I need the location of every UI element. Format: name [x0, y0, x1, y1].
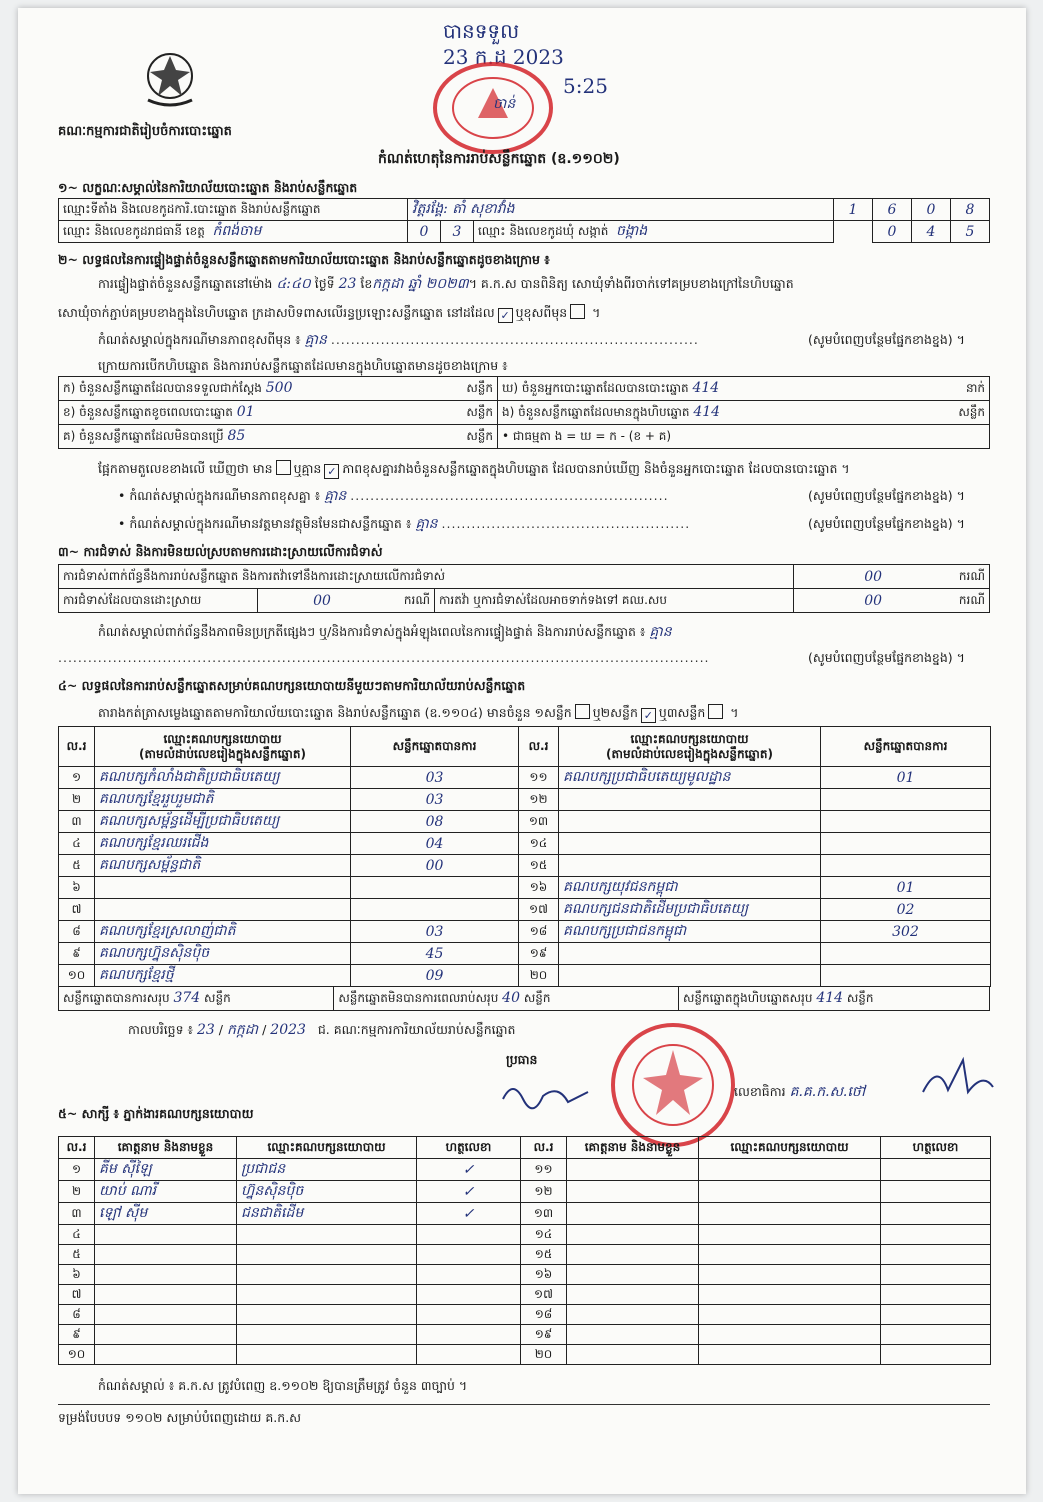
verification-line: ការផ្ទៀងផ្ទាត់ចំនួនសន្លឹកឆ្នោតនៅម៉ោង ៤:៤០ ថ្ងៃទី 23 ខែកក្កដា ឆ្នាំ ២០២៣។ គ.ក.ស បានពិនិត្យ សោឃុំទាំងពីរចាក់ទៅគម្របខាងក្រៅនៃហិបឆ្នោត: [98, 276, 794, 292]
commission-label: គណៈកម្មការជាតិរៀបចំការបោះឆ្នោត: [58, 124, 232, 139]
party-votes: [821, 833, 991, 855]
results-table: ល.រ ឈ្មោះគណបក្សនយោបាយ (តាមលំដាប់លេខរៀងក្នុងសន្លឹកឆ្នោត) សន្លឹកឆ្នោតបានការ ល.រ ឈ្មោះគណបក្សនយោបាយ (តាមលំដាប់លេខរៀងក្នុងសន្លឹកឆ្នោត) សន្លឹកឆ្នោតបានការ ១ គណបក្សកំលាំងជាតិប្រជាធិបតេយ្យ 03 ១១ គណបក្សប្រជាធិបតេយ្យមូលដ្ឋាន 01 ២ គណបក្សខ្មែររួបរួមជាតិ 03 ១២ ៣ គណបក្សសម្ព័ន្ធដើម្បីប្រជាធិបតេយ្យ 08 ១៣ ៤ គណបក្សខ្មែរឈរ​ជើង 04 ១៤ ៥ គណបក្សសម្ព័ន្ធជាតិ 00 ១៥ ៦ ១៦ គណបក្សយុវជនកម្ពុជា 01 ៧ ១៧ គណបក្សជនជាតិដើមប្រជាធិបតេយ្យ 02 ៨ គណបក្សខ្មែរស្រលាញ់ជាតិ 03 ១៨ គណបក្សប្រជាជនកម្ពុជា 302 ៩ គណបក្សហ្វ៊ុនស៊ិនប៉ិច 45 ១៩ ១០ គណបក្សខ្មែរថ្មី 09 ២០: [58, 726, 991, 987]
unchanged-checkbox[interactable]: ✓: [498, 308, 513, 323]
irregularity-note: កំណត់សម្គាល់ពាក់ព័ន្ធនឹងភាពមិនប្រក្រតីផ្សេងៗ ឬ/និងការជំទាស់ក្នុងអំឡុងពេលនៃការផ្ទៀងផ្ទាត់ និងការរាប់សន្លឹកឆ្នោត ៖ គ្មាន: [98, 624, 672, 640]
two-sheet-checkbox[interactable]: ✓: [641, 708, 656, 723]
table-row: ៤ ១៤: [59, 1225, 991, 1245]
party-name: គណបក្សយុវជនកម្ពុជា: [559, 877, 821, 899]
table-row: ៥ ១៥: [59, 1245, 991, 1265]
party-name: គណបក្សសម្ព័ន្ធដើម្បីប្រជាធិបតេយ្យ: [95, 811, 351, 833]
count-formula: • ជាធម្មតា ង = ឃ = ក - (ខ + គ): [498, 425, 990, 449]
table-row: ២ យាប់ ណារី ហ្វ៊ុនស៊ិនប៉ិច ✓ ១២: [59, 1181, 991, 1203]
received-date: 23 ក.ដ 2023: [443, 45, 564, 69]
table-row: ៦ ១៦ គណបក្សយុវជនកម្ពុជា 01: [59, 877, 991, 899]
section1-heading: ១~ លក្ខណៈសម្គាល់នៃការិយាល័យបោះឆ្នោត និងរាប់សន្លឹកឆ្នោត: [58, 180, 358, 195]
witness-name: ឡៅ ស៊ីម: [95, 1203, 237, 1225]
witness-sign: ✓: [417, 1181, 521, 1203]
resolved-value: 00: [258, 589, 387, 613]
fake-note: • កំណត់សម្គាល់ក្នុងករណីមានវត្តមានវត្ថុមិនមែនជាសន្លឹកឆ្នោត ៖ គ្មាន ..................................................: [118, 516, 691, 532]
party-votes: [351, 899, 519, 921]
party-name: [95, 877, 351, 899]
location-label: ឈ្មោះទីតាំង និងលេខកូដការិ.បោះឆ្នោត និងរាប់សន្លឹកឆ្នោត: [59, 199, 408, 221]
table-row: ១០ ២០: [59, 1345, 991, 1365]
party-votes: 04: [351, 833, 519, 855]
party-name: [559, 811, 821, 833]
seal-line: សោឃុំចាក់ភ្ជាប់គម្របខាងក្នុងនៃហិបឆ្នោត ក្រដាសបិទពាសលើរន្ធប្រឡោះសន្លឹកឆ្នោត នៅដដែល ✓ ឬខុសពីមុន ។: [58, 305, 601, 322]
form-footer: ទម្រង់បែបបទ ១១០២ សម្រាប់បំពេញដោយ គ.ក.ស: [58, 1410, 302, 1425]
section5-heading: ៥~ សាក្សី ៖ ភ្នាក់ងារគណបក្សនយោបាយ: [58, 1106, 254, 1121]
count-spoiled: ខ) ចំនួនសន្លឹកឆ្នោតខូចពេលបោះឆ្នោត 01 សន្លឹក: [59, 401, 498, 425]
party-votes: [821, 943, 991, 965]
commune-code-digit: 5: [951, 221, 990, 243]
change-note: កំណត់សម្គាល់ក្នុងករណីមានភាពខុសពីមុន ៖ គ្មាន ..........................................................................: [98, 332, 699, 348]
nec-emblem-icon: [138, 48, 202, 110]
table-row: ៤ គណបក្សខ្មែរឈរ​ជើង 04 ១៤: [59, 833, 991, 855]
province-code-digit: 0: [408, 221, 441, 243]
party-votes: 02: [821, 899, 991, 921]
secretary-line: លេខាធិការ គ.គ.ក.ស.ថៅ: [734, 1084, 866, 1100]
no-diff-checkbox[interactable]: ✓: [324, 464, 339, 479]
code-digit: 8: [951, 199, 990, 221]
commune-label: ឈ្មោះ និងលេខកូដឃុំ សង្កាត់ ចង្កាង: [474, 221, 834, 243]
province-value: កំពង់ចាម: [212, 223, 262, 239]
witness-party: ជនជាតិដើម: [237, 1203, 417, 1225]
witness-party: ហ្វ៊ុនស៊ិនប៉ិច: [237, 1181, 417, 1203]
witness-sign: ✓: [417, 1203, 521, 1225]
escalated-label: ការតវ៉ា ឬការជំទាស់ដែលអាចទាក់ទងទៅ គឈ.សប: [435, 589, 794, 613]
count-voters: ឃ) ចំនួនអ្នកបោះឆ្នោតដែលបានបោះឆ្នោត 414 នាក់: [498, 377, 990, 401]
table-row: ៧ ១៧ គណបក្សជនជាតិដើមប្រជាធិបតេយ្យ 02: [59, 899, 991, 921]
party-votes: 01: [821, 767, 991, 789]
witness-name: គីម ស៊ីឡៃ: [95, 1159, 237, 1181]
total-in-box: សន្លឹកឆ្នោតក្នុងហិបឆ្នោតសរុប 414 សន្លឹក: [678, 987, 989, 1011]
commune-value: ចង្កាង: [616, 223, 648, 239]
party-name: គណបក្សខ្មែរឈរ​ជើង: [95, 833, 351, 855]
party-name: គណបក្សហ្វ៊ុនស៊ិនប៉ិច: [95, 943, 351, 965]
received-time: 5:25: [563, 74, 608, 98]
witness-name: យាប់ ណារី: [95, 1181, 237, 1203]
party-votes: [821, 811, 991, 833]
party-name: គណបក្សជនជាតិដើមប្រជាធិបតេយ្យ: [559, 899, 821, 921]
complaints-value: 00: [794, 565, 953, 589]
table-row: ៩ ១៩: [59, 1325, 991, 1345]
fill-hint: (សូមបំពេញបន្ថែមផ្នែកខាងខ្នង) ។: [808, 488, 965, 503]
three-sheet-checkbox[interactable]: [708, 704, 723, 719]
section1-table: [58, 198, 990, 243]
witness-table: ល.រ គោត្តនាម និងនាមខ្លួន ឈ្មោះគណបក្សនយោបាយ ហត្ថលេខា ល.រ គោត្តនាម និងនាមខ្លួន ឈ្មោះគណបក្សនយោបាយ ហត្ថលេខា ១ គីម ស៊ីឡៃ ប្រជាជន ✓ ១១ ២ យាប់ ណារី ហ្វ៊ុនស៊ិនប៉ិច ✓ ១២ ៣ ឡៅ ស៊ីម ជនជាតិដើម ✓ ១៣ ៤ ១៤ ៥ ១៥ ៦ ១៦ ៧ ១៧ ៨ ១៨ ៩ ១៩ ១០ ២០: [58, 1136, 991, 1365]
party-votes: [821, 855, 991, 877]
party-votes: 45: [351, 943, 519, 965]
province-code-digit: 3: [441, 221, 474, 243]
party-votes: 03: [351, 921, 519, 943]
table-row: ៧ ១៧: [59, 1285, 991, 1305]
party-name: គណបក្សខ្មែររួបរួមជាតិ: [95, 789, 351, 811]
code-digit: 6: [873, 199, 912, 221]
total-invalid: សន្លឹកឆ្នោតមិនបានការពេលរាប់សរុប 40 សន្លឹក: [334, 987, 679, 1011]
party-name: [559, 855, 821, 877]
party-name: គណបក្សខ្មែរថ្មី: [95, 965, 351, 987]
table-row: ១ គណបក្សកំលាំងជាតិប្រជាធិបតេយ្យ 03 ១១ គណបក្សប្រជាធិបតេយ្យមូលដ្ឋាន 01: [59, 767, 991, 789]
table-row: ៣ គណបក្សសម្ព័ន្ធដើម្បីប្រជាធិបតេយ្យ 08 ១៣: [59, 811, 991, 833]
page-title: កំណត់ហេតុនៃការរាប់សន្លឹកឆ្នោត (ឧ.១១០២): [378, 151, 620, 167]
commune-code-digit: 0: [873, 221, 912, 243]
section3-heading: ៣~ ការជំទាស់ និងការមិនយល់ស្របតាមការដោះស្រាយលើការជំទាស់: [58, 544, 383, 559]
document-page: គណៈកម្មការជាតិរៀបចំការបោះឆ្នោត បានទទួល 23 ក.ដ 2023 5:25 ចាន់ កំណត់ហេតុនៃការរាប់សន្លឹកឆ្នោត (ឧ.១១០២) ១~ លក្ខណៈសម្គាល់នៃការិយាល័យបោះឆ្នោត និងរាប់សន្លឹកឆ្នោត ឈ្មោះទីតាំង និងលេខកូដការិ.បោះឆ្នោត និងរាប់សន្លឹកឆ្នោត វិត្តរង្គែ: តាំ សុខាវាំង 1 6 0 8 ឈ្មោះ និងលេខកូដរាជធានី ខេត្ត កំពង់ចាម 0 3 ឈ្មោះ និងលេខកូដឃុំ សង្កាត់ ចង្កាង 0 4 5 ២~ លទ្ធផលនៃការផ្ទៀងផ្ទាត់ចំនួនសន្លឹកឆ្នោតតាមការិយាល័យបោះឆ្នោត និងរាប់សន្លឹកឆ្នោតដូចខាងក្រោម ៖ ការផ្ទៀងផ្ទាត់ចំនួនសន្លឹកឆ្នោតនៅម៉ោង ៤:៤០ ថ្ងៃទី 23 ខែកក្កដា ឆ្នាំ ២០២៣។ គ.ក.ស បានពិនិត្យ សោឃុំទាំងពីរចាក់ទៅគម្របខាងក្រៅនៃហិបឆ្នោត សោឃុំចាក់ភ្ជាប់គម្របខាងក្នុងនៃហិបឆ្នោត ក្រដាសបិទពាសលើរន្ធប្រឡោះសន្លឹកឆ្នោត នៅដដែល ✓ ឬខុសពីមុន ។ កំណត់សម្គាល់ក្នុងករណីមានភាពខុសពីមុន ៖ គ្មាន .......................................................................... (សូមបំពេញបន្ថែមផ្នែកខាងខ្នង) ។ ក្រោយការបើកហិបឆ្នោត និងការរាប់សន្លឹកឆ្នោតដែលមានក្នុងហិបឆ្នោតមានដូចខាងក្រោម ៖ ក) ចំនួនសន្លឹកឆ្នោតដែលបានទទួលជាក់ស្តែង 500 សន្លឹក ឃ) ចំនួនអ្នកបោះឆ្នោតដែលបានបោះឆ្នោត 414 នាក់ ខ) ចំនួនសន្លឹកឆ្នោតខូចពេលបោះឆ្នោត 01 សន្លឹក ង) ចំនួនសន្លឹកឆ្នោតដែលមានក្នុងហិបឆ្នោត 414 សន្លឹក គ) ចំនួនសន្លឹកឆ្នោតដែលមិនបានប្រើ 85 សន្លឹក • ជាធម្មតា ង = ឃ = ក - (ខ + គ) ផ្អែកតាមតួលេខខាងលើ ឃើញថា មាន ឬគ្មាន ✓ ភាពខុសគ្នារវាងចំនួនសន្លឹកឆ្នោតក្នុងហិបឆ្នោត ដែលបានរាប់ឃើញ និងចំនួនអ្នកបោះឆ្នោត ដែលបានបោះឆ្នោត ។ • កំណត់សម្គាល់ក្នុងករណីមានភាពខុសគ្នា ៖ គ្មាន ................................................................ (សូមបំពេញបន្ថែមផ្នែកខាងខ្នង) ។ • កំណត់សម្គាល់ក្នុងករណីមានវត្តមានវត្ថុមិនមែនជាសន្លឹកឆ្នោត ៖ គ្មាន .................................................. (សូមបំពេញបន្ថែមផ្នែកខាងខ្នង) ។ ៣~ ការជំទាស់ និងការមិនយល់ស្របតាមការដោះស្រាយលើការជំទាស់ ការជំទាស់ពាក់ព័ន្ធនឹងការរាប់សន្លឹកឆ្នោត និងការតវ៉ាទៅនឹងការដោះស្រាយលើការជំទាស់ 00 ករណី ការជំទាស់ដែលបានដោះស្រាយ 00 ករណី ការតវ៉ា ឬការជំទាស់ដែលអាចទាក់ទងទៅ គឈ.សប 00 ករណី កំណត់សម្គាល់ពាក់ព័ន្ធនឹងភាពមិនប្រក្រតីផ្សេងៗ ឬ/និងការជំទាស់ក្នុងអំឡុងពេលនៃការផ្ទៀងផ្ទាត់ និងការរាប់សន្លឹកឆ្នោត ៖ គ្មាន ................................................................................................................................... (សូមបំពេញបន្ថែមផ្នែកខាងខ្នង) ។ ៤~ លទ្ធផលនៃការរាប់សន្លឹកឆ្នោតសម្រាប់គណបក្សនយោបាយនីមួយៗតាមការិយាល័យរាប់សន្លឹកឆ្នោត តារាងកត់ត្រាសម្លេងឆ្នោតតាមការិយាល័យបោះឆ្នោត និងរាប់សន្លឹកឆ្នោត (ឧ.១១០៤) មានចំនួន ១សន្លឹក ឬ២សន្លឹក ✓ ឬ៣សន្លឹក ។ ល.រ ឈ្មោះគណបក្សនយោបាយ (តាមលំដាប់លេខរៀងក្នុងសន្លឹកឆ្នោត) សន្លឹកឆ្នោតបានការ ល.រ ឈ្មោះគណបក្សនយោបាយ (តាមលំដាប់លេខរៀងក្នុងសន្លឹកឆ្នោត) សន្លឹកឆ្នោតបានការ ១ គណបក្សកំលាំងជាតិប្រជាធិបតេយ្យ 03 ១១ គណបក្សប្រជាធិបតេយ្យមូលដ្ឋាន 01 ២ គណបក្សខ្មែររួបរួមជាតិ 03 ១២ ៣ គណបក្សសម្ព័ន្ធដើម្បីប្រជាធិបតេយ្យ 08 ១៣ ៤ គណបក្សខ្មែរឈរ​ជើង 04 ១៤ ៥ គណបក្សសម្ព័ន្ធជាតិ 00 ១៥ ៦ ១៦ គណបក្សយុវជនកម្ពុជា 01 ៧ ១៧ គណបក្សជនជាតិដើមប្រជាធិបតេយ្យ 02 ៨ គណបក្សខ្មែរស្រលាញ់ជាតិ 03 ១៨ គណបក្សប្រជាជនកម្ពុជា 302 ៩ គណបក្សហ្វ៊ុនស៊ិនប៉ិច 45 ១៩ ១០ គណបក្សខ្មែរថ្មី 09 ២០ សន្លឹកឆ្នោតបានការសរុប 374 សន្លឹក សន្លឹកឆ្នោតមិនបានការពេលរាប់សរុប 40 សន្លឹក សន្លឹកឆ្នោតក្នុងហិបឆ្នោតសរុប 414 សន្លឹក កាលបរិច្ឆេទ ៖ 23 / កក្កដា / 2023 ជ. គណៈកម្មការការិយាល័យរាប់សន្លឹកឆ្នោត ប្រធាន លេខាធិការ គ.គ.ក.ស.ថៅ ៥~ សាក្សី ៖ ភ្នាក់ងារគណបក្សនយោបាយ ល.រ គោត្តនាម និងនាមខ្លួន ឈ្មោះគណបក្សនយោបាយ ហត្ថលេខា ល.រ គោត្តនាម និងនាមខ្លួន ឈ្មោះគណបក្សនយោបាយ ហត្ថលេខា ១ គីម ស៊ីឡៃ ប្រជាជន ✓ ១១ ២ យាប់ ណារី ហ្វ៊ុនស៊ិនប៉ិច ✓ ១២ ៣ ឡៅ ស៊ីម ជនជាតិដើម ✓ ១៣ ៤ ១៤ ៥ ១៥ ៦ ១៦ ៧ ១៧ ៨ ១៨ ៩ ១៩ ១០ ២០ កំណត់សម្គាល់ ៖ គ.ក.ស ត្រូវបំពេញ ឧ.១១០២ ឱ្យបានត្រឹមត្រូវ ចំនួន ៣ច្បាប់ ។ ទម្រង់បែបបទ ១១០២ សម្រាប់បំពេញដោយ គ.ក.ស: [18, 8, 1026, 1494]
compare-line: ផ្អែកតាមតួលេខខាងលើ ឃើញថា មាន ឬគ្មាន ✓ ភាពខុសគ្នារវាងចំនួនសន្លឹកឆ្នោតក្នុងហិបឆ្នោត ដែលបានរាប់ឃើញ និងចំនួនអ្នកបោះឆ្នោត ដែលបានបោះឆ្នោត ។: [98, 461, 850, 478]
signature-date: កាលបរិច្ឆេទ ៖ 23 / កក្កដា / 2023 ជ. គណៈកម្មការការិយាល័យរាប់សន្លឹកឆ្នោត: [128, 1022, 516, 1038]
one-sheet-checkbox[interactable]: [575, 704, 590, 719]
party-name: [559, 965, 821, 987]
party-votes: 01: [821, 877, 991, 899]
party-name: គណបក្សខ្មែរស្រលាញ់ជាតិ: [95, 921, 351, 943]
party-name: គណបក្សប្រជាធិបតេយ្យមូលដ្ឋាន: [559, 767, 821, 789]
section2-heading: ២~ លទ្ធផលនៃការផ្ទៀងផ្ទាត់ចំនួនសន្លឹកឆ្នោតតាមការិយាល័យបោះឆ្នោត និងរាប់សន្លឹកឆ្នោតដូចខាងក្រោម ៖: [58, 252, 550, 267]
party-votes: 08: [351, 811, 519, 833]
has-diff-checkbox[interactable]: [276, 460, 291, 475]
code-digit: 0: [912, 199, 951, 221]
party-name: [559, 789, 821, 811]
party-votes: [821, 789, 991, 811]
party-votes: [821, 965, 991, 987]
section4-heading: ៤~ លទ្ធផលនៃការរាប់សន្លឹកឆ្នោតសម្រាប់គណបក្សនយោបាយនីមួយៗតាមការិយាល័យរាប់សន្លឹកឆ្នោត: [58, 678, 526, 693]
table-row: ៩ គណបក្សហ្វ៊ុនស៊ិនប៉ិច 45 ១៩: [59, 943, 991, 965]
fill-hint: (សូមបំពេញបន្ថែមផ្នែកខាងខ្នង) ។: [808, 650, 965, 665]
code-digit: 1: [834, 199, 873, 221]
total-valid: សន្លឹកឆ្នោតបានការសរុប 374 សន្លឹក: [59, 987, 334, 1011]
secretary-signature-icon: [918, 1052, 998, 1102]
province-label: ឈ្មោះ និងលេខកូដរាជធានី ខេត្ត កំពង់ចាម: [59, 221, 408, 243]
table-row: ៣ ឡៅ ស៊ីម ជនជាតិដើម ✓ ១៣: [59, 1203, 991, 1225]
party-name: [559, 833, 821, 855]
table-row: ៨ ១៨: [59, 1305, 991, 1325]
party-votes: 03: [351, 767, 519, 789]
location-value: វិត្តរង្គែ: តាំ សុខាវាំង: [408, 199, 834, 221]
complaints-label: ការជំទាស់ពាក់ព័ន្ធនឹងការរាប់សន្លឹកឆ្នោត និងការតវ៉ាទៅនឹងការដោះស្រាយលើការជំទាស់: [59, 565, 794, 589]
count-in-box: ង) ចំនួនសន្លឹកឆ្នោតដែលមានក្នុងហិបឆ្នោត 414 សន្លឹក: [498, 401, 990, 425]
chair-signature-icon: [498, 1074, 608, 1114]
count-unused: គ) ចំនួនសន្លឹកឆ្នោតដែលមិនបានប្រើ 85 សន្លឹក: [59, 425, 498, 449]
footnote: កំណត់សម្គាល់ ៖ គ.ក.ស ត្រូវបំពេញ ឧ.១១០២ ឱ្យបានត្រឹមត្រូវ ចំនួន ៣ច្បាប់ ។: [98, 1378, 468, 1393]
escalated-value: 00: [794, 589, 953, 613]
open-box-line: ក្រោយការបើកហិបឆ្នោត និងការរាប់សន្លឹកឆ្នោតដែលមានក្នុងហិបឆ្នោតមានដូចខាងក្រោម ៖: [98, 358, 508, 373]
fill-hint: (សូមបំពេញបន្ថែមផ្នែកខាងខ្នង) ។: [808, 332, 965, 347]
count-table: [58, 376, 990, 449]
changed-checkbox[interactable]: [570, 304, 585, 319]
commune-code-digit: 4: [912, 221, 951, 243]
table-row: ៨ គណបក្សខ្មែរស្រលាញ់ជាតិ 03 ១៨ គណបក្សប្រជាជនកម្ពុជា 302: [59, 921, 991, 943]
complaints-table: ការជំទាស់ពាក់ព័ន្ធនឹងការរាប់សន្លឹកឆ្នោត និងការតវ៉ាទៅនឹងការដោះស្រាយលើការជំទាស់ 00 ករណី ការជំទាស់ដែលបានដោះស្រាយ 00 ករណី ការតវ៉ា ឬការជំទាស់ដែលអាចទាក់ទងទៅ គឈ.សប 00 ករណី: [58, 564, 990, 613]
witness-sign: ✓: [417, 1159, 521, 1181]
party-name: គណបក្សកំលាំងជាតិប្រជាធិបតេយ្យ: [95, 767, 351, 789]
table-row: ២ គណបក្សខ្មែររួបរួមជាតិ 03 ១២: [59, 789, 991, 811]
witness-party: ប្រជាជន: [237, 1159, 417, 1181]
sheets-line: តារាងកត់ត្រាសម្លេងឆ្នោតតាមការិយាល័យបោះឆ្នោត និងរាប់សន្លឹកឆ្នោត (ឧ.១១០៤) មានចំនួន ១សន្លឹក ឬ២សន្លឹក ✓ ឬ៣សន្លឹក ។: [98, 705, 739, 722]
totals-table: [58, 986, 990, 1011]
party-name: [95, 899, 351, 921]
received-initial: ចាន់: [493, 96, 516, 112]
party-votes: 302: [821, 921, 991, 943]
party-votes: 09: [351, 965, 519, 987]
party-votes: 00: [351, 855, 519, 877]
received-note: បានទទួល: [443, 19, 520, 43]
party-votes: 03: [351, 789, 519, 811]
count-received: ក) ចំនួនសន្លឹកឆ្នោតដែលបានទទួលជាក់ស្តែង 500 សន្លឹក: [59, 377, 498, 401]
table-row: ៥ គណបក្សសម្ព័ន្ធជាតិ 00 ១៥: [59, 855, 991, 877]
table-row: ១ គីម ស៊ីឡៃ ប្រជាជន ✓ ១១: [59, 1159, 991, 1181]
chair-label: ប្រធាន: [506, 1052, 538, 1067]
diff-note: • កំណត់សម្គាល់ក្នុងករណីមានភាពខុសគ្នា ៖ គ្មាន ................................................................: [118, 488, 669, 504]
resolved-label: ការជំទាស់ដែលបានដោះស្រាយ: [59, 589, 258, 613]
party-name: [559, 943, 821, 965]
party-votes: [351, 877, 519, 899]
table-row: ១០ គណបក្សខ្មែរថ្មី 09 ២០: [59, 965, 991, 987]
party-name: គណបក្សសម្ព័ន្ធជាតិ: [95, 855, 351, 877]
red-seal-bottom-icon: [608, 1020, 738, 1150]
table-row: ៦ ១៦: [59, 1265, 991, 1285]
party-name: គណបក្សប្រជាជនកម្ពុជា: [559, 921, 821, 943]
fill-hint: (សូមបំពេញបន្ថែមផ្នែកខាងខ្នង) ។: [808, 516, 965, 531]
